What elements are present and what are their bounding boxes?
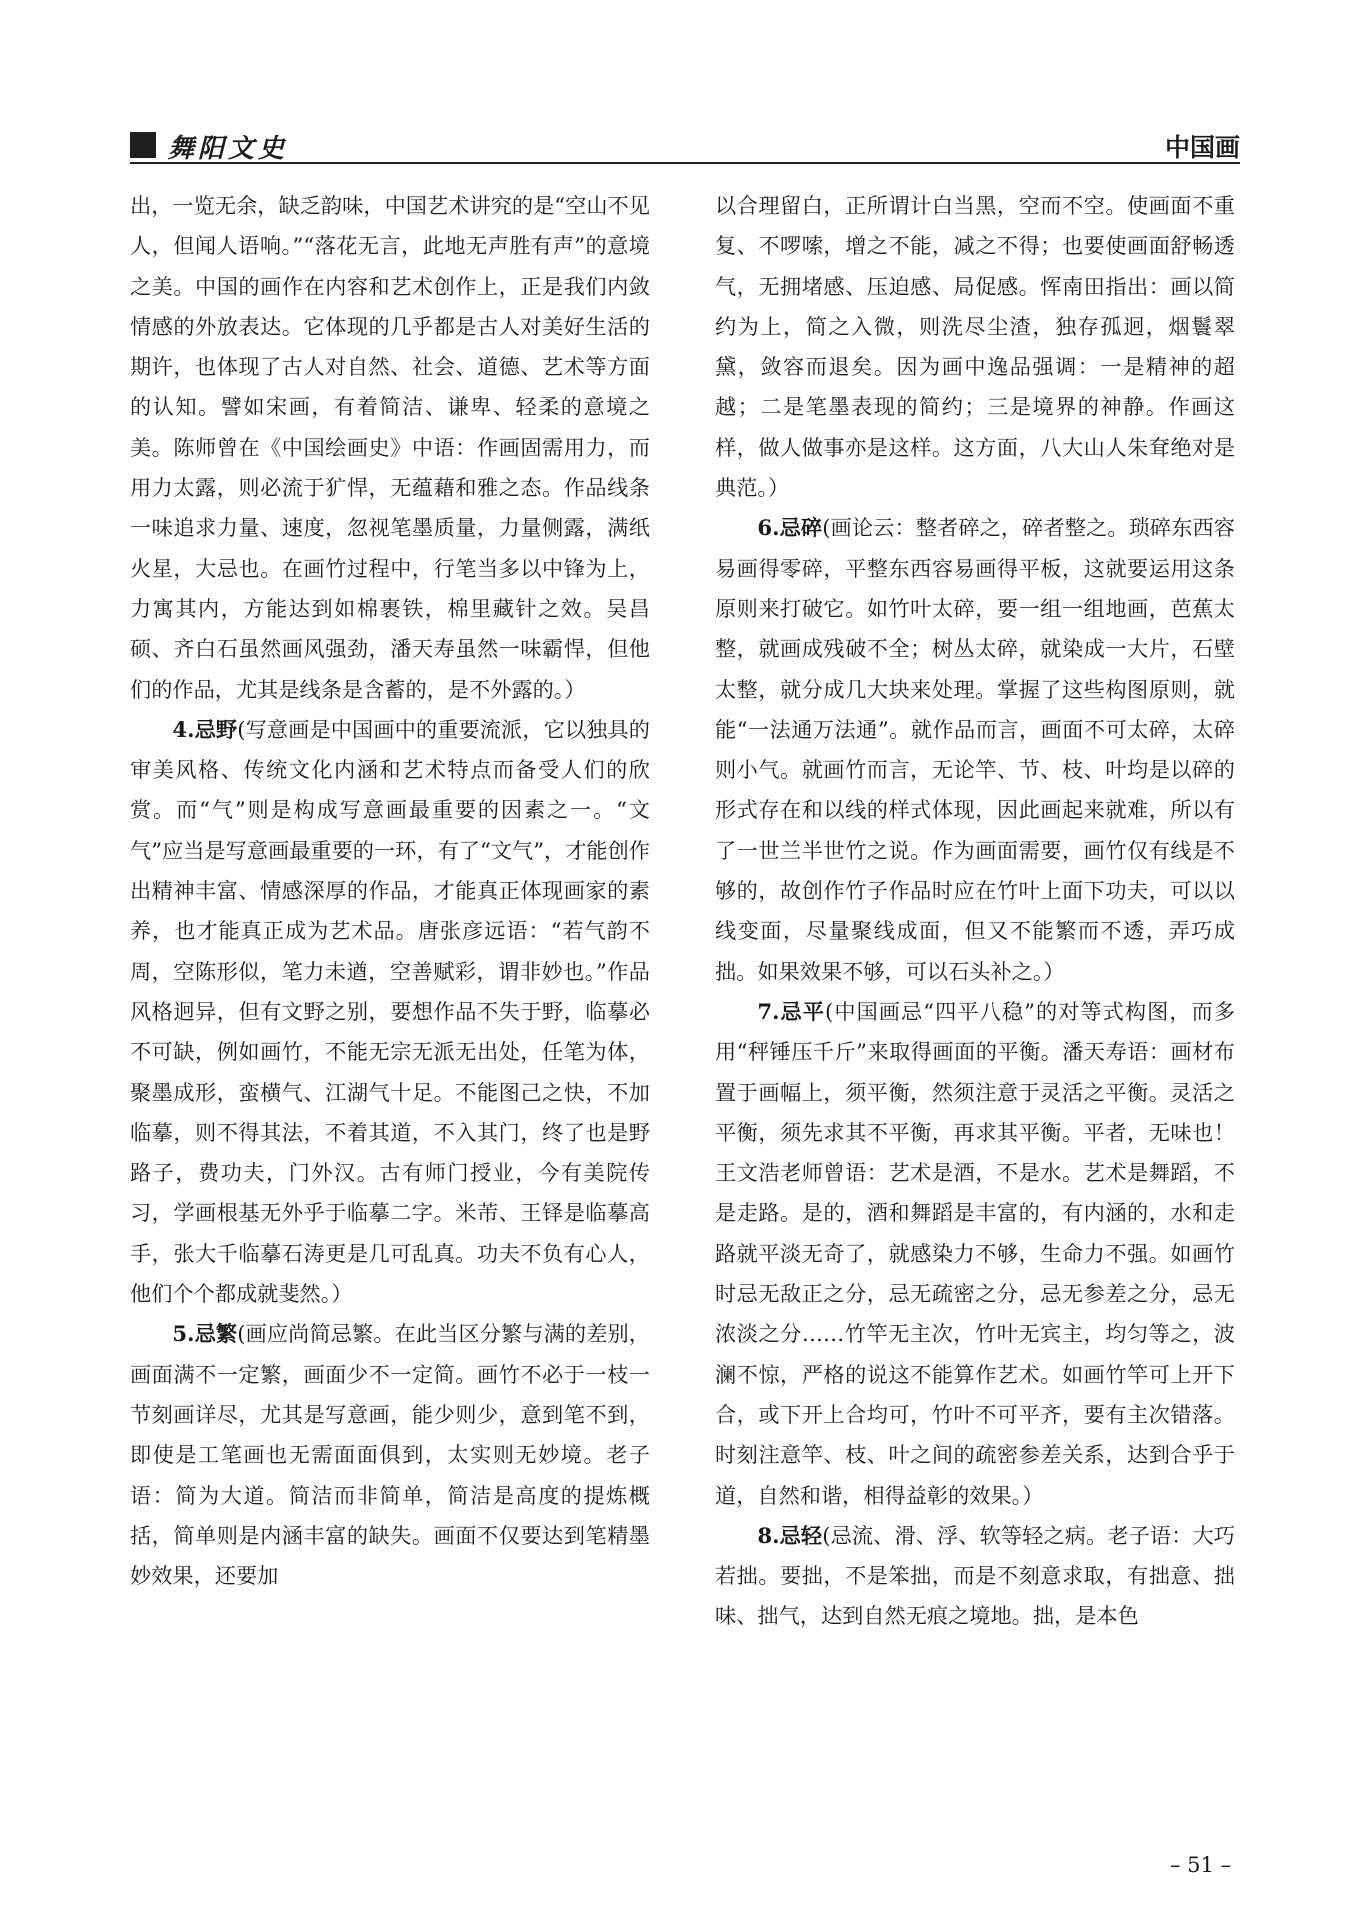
paragraph-heading: 4.忌野 bbox=[172, 716, 238, 742]
paragraph: 7.忌平(中国画忌“四平八稳”的对等式构图，而多用“秤锤压千斤”来取得画面的平衡。潘天寿语：画材布置于画幅上，须平衡，然须注意于灵活之平衡。灵活之平衡，须先求其不平衡，再求其平衡。平者，无味也！王文浩老师曾语：艺术是酒，不是水。艺术是舞蹈，不是走路。是的，酒和舞蹈是丰富的，有内涵的，水和走路就平淡无奇了，就感染力不够，生命力不强。如画竹时忌无敌正之分，忌无疏密之分，忌无参差之分，忌无浓淡之分……竹竿无主次，竹叶无宾主，均匀等之，波澜不惊，严格的说这不能算作艺术。如画竹竿可上开下合，或下开上合均可，竹叶不可平齐，要有主次错落。时刻注意竿、枝、叶之间的疏密参差关系，达到合乎于道，自然和谐，相得益彰的效果。） bbox=[715, 998, 1235, 1508]
header-rule bbox=[130, 162, 1240, 164]
paragraph-heading: 7.忌平 bbox=[757, 998, 826, 1024]
square-bullet-icon bbox=[130, 132, 156, 158]
page-number: – 51 – bbox=[1170, 1853, 1232, 1877]
paragraph: 5.忌繁(画应尚简忌繁。在此当区分繁与满的差别，画面满不一定繁，画面少不一定简。画竹不必于一枝一节刻画详尽，尤其是写意画，能少则少，意到笔不到，即使是工笔画也无需面面俱到，太实则无妙境。老子语：简为大道。简洁而非简单，简洁是高度的提炼概括，简单则是内涵丰富的缺失。画面不仅要达到笔精墨妙效果，还要加 bbox=[130, 1321, 650, 1589]
journal-title: 舞阳文史 bbox=[168, 134, 289, 164]
left-column bbox=[130, 186, 650, 1596]
paragraph-heading: 5.忌繁 bbox=[172, 1321, 238, 1347]
paragraph: 以合理留白，正所谓计白当黑，空而不空。使画面不重复、不啰嗦，增之不能，减之不得；也要使画面舒畅透气，无拥堵感、压迫感、局促感。恽南田指出：画以简约为上，简之入微，则洗尽尘渣，独存孤迥，烟鬟翠黛，敛容而退矣。因为画中逸品强调：一是精神的超越；二是笔墨表现的简约；三是境界的神静。作画这样，做人做事亦是这样。这方面，八大山人朱耷绝对是典范。） bbox=[715, 193, 1235, 501]
paragraph: 出，一览无余，缺乏韵味，中国艺术讲究的是“空山不见人，但闻人语响。”“落花无言，此地无声胜有声”的意境之美。中国的画作在内容和艺术创作上，正是我们内敛情感的外放表达。它体现的几乎都是古人对美好生活的期许，也体现了古人对自然、社会、道德、艺术等方面的认知。譬如宋画，有着简洁、谦卑、轻柔的意境之美。陈师曾在《中国绘画史》中语：作画固需用力，而用力太露，则必流于犷悍，无蕴藉和雅之态。作品线条一味追求力量、速度，忽视笔墨质量，力量侧露，满纸火星，大忌也。在画竹过程中，行笔当多以中锋为上，力寓其内，方能达到如棉裹铁，棉里藏针之效。吴昌硕、齐白石虽然画风强劲，潘天寿虽然一味霸悍，但他们的作品，尤其是线条是含蓄的，是不外露的。） bbox=[130, 193, 650, 702]
paragraph-heading: 8.忌轻 bbox=[757, 1522, 823, 1548]
paragraph: 8.忌轻(忌流、滑、浮、软等轻之病。老子语：大巧若拙。要拙，不是笨拙，而是不刻意求取，有拙意、拙味、拙气，达到自然无痕之境地。拙，是本色 bbox=[715, 1522, 1235, 1629]
paragraph: 4.忌野(写意画是中国画中的重要流派，它以独具的审美风格、传统文化内涵和艺术特点而备受人们的欣赏。而“气”则是构成写意画最重要的因素之一。“文气”应当是写意画最重要的一环，有了“文气”，才能创作出精神丰富、情感深厚的作品，才能真正体现画家的素养，也才能真正成为艺术品。唐张彦远语：“若气韵不周，空陈形似，笔力未遒，空善赋彩，谓非妙也。”作品风格迥异，但有文野之别，要想作品不失于野，临摹必不可缺，例如画竹，不能无宗无派无出处，任笔为体，聚墨成形，蛮横气、江湖气十足。不能图己之快，不加临摹，则不得其法，不着其道，不入其门，终了也是野路子，费功夫，门外汉。古有师门授业，今有美院传习，学画根基无外乎于临摹二字。米芾、王铎是临摹高手，张大千临摹石涛更是几可乱真。功夫不负有心人，他们个个都成就斐然。） bbox=[130, 716, 650, 1307]
paragraph: 6.忌碎(画论云：整者碎之，碎者整之。琐碎东西容易画得零碎，平整东西容易画得平板，这就要运用这条原则来打破它。如竹叶太碎，要一组一组地画，芭蕉太整，就画成残破不全；树丛太碎，就染成一大片，石壁太整，就分成几大块来处理。掌握了这些构图原则，就能“一法通万法通”。就作品而言，画面不可太碎，太碎则小气。就画竹而言，无论竿、节、枝、叶均是以碎的形式存在和以线的样式体现，因此画起来就难，所以有了一世兰半世竹之说。作为画面需要，画竹仅有线是不够的，故创作竹子作品时应在竹叶上面下功夫，可以以线变面，尽量聚线成面，但又不能繁而不透，弄巧成拙。如果效果不够，可以石头补之。） bbox=[715, 515, 1235, 984]
section-title: 中国画 bbox=[1164, 133, 1240, 162]
right-column bbox=[715, 186, 1235, 1637]
paragraph-heading: 6.忌碎 bbox=[757, 515, 823, 541]
